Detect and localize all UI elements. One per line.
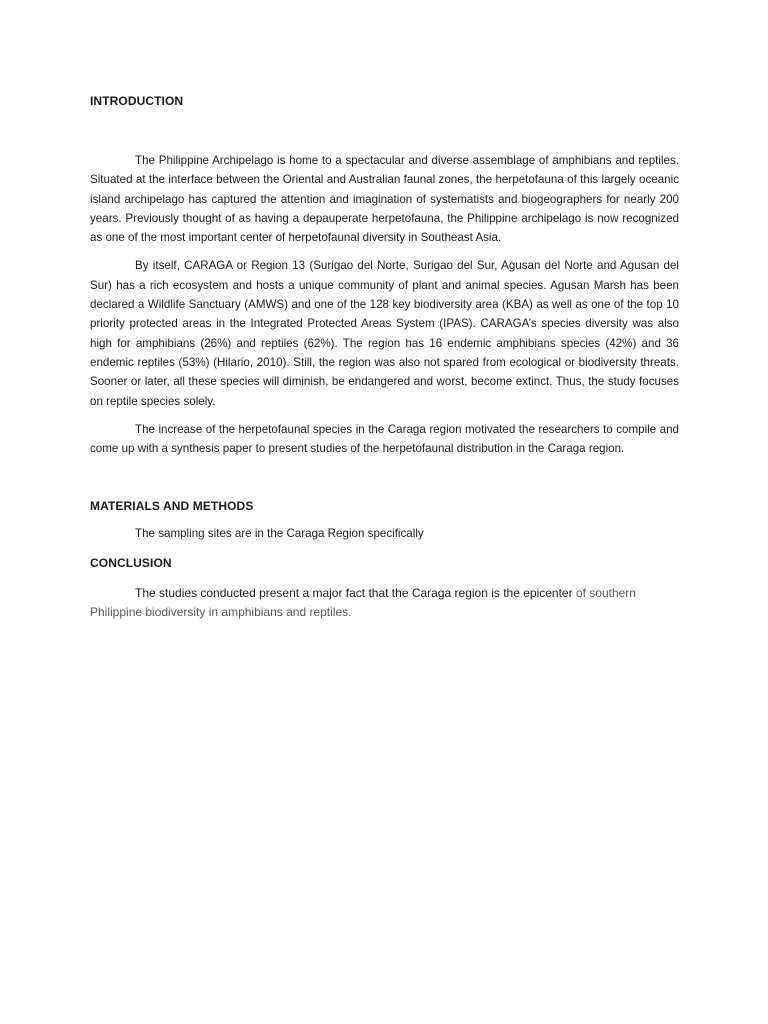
conclusion-text-main: The studies conducted present a major fact that the Caraga region is the epicenter xyxy=(135,586,576,601)
conclusion-text-tail: of southern Philippine biodiversity in amphibians and reptiles. xyxy=(90,586,636,619)
introduction-paragraph-1: The Philippine Archipelago is home to a spectacular and diverse assemblage of amphibians and reptiles. Situated at the interface between the Oriental and Australian faunal zones, the herpetofauna of this largely oceanic island archipelago has captured the attention and imagination of systematists and biogeographers for nearly 200 years. Previously thought of as having a depauperate herpetofauna, the Philippine archipelago is now recognized as one of the most important center of herpetofaunal diversity in Southeast Asia. xyxy=(90,154,679,245)
conclusion-paragraph xyxy=(90,584,679,621)
document-page xyxy=(90,93,679,621)
materials-methods-heading: MATERIALS AND METHODS xyxy=(90,499,254,514)
introduction-paragraph-3: The increase of the herpetofaunal species in the Caraga region motivated the researchers to compile and come up with a synthesis paper to present studies of the herpetofaunal distribution in the Caraga region. xyxy=(90,422,679,456)
conclusion-heading: CONCLUSION xyxy=(90,556,172,571)
introduction-heading: INTRODUCTION xyxy=(90,94,184,108)
introduction-paragraph-2: By itself, CARAGA or Region 13 (Surigao del Norte, Surigao del Sur, Agusan del Norte and Agusan del Sur) has a rich ecosystem and hosts a unique community of plant and animal species. Agusan Marsh has been declared a Wildlife Sanctuary (AMWS) and one of the 128 key biodiversity area (KBA) as well as one of the top 10 priority protected areas in the Integrated Protected Areas System (IPAS). CARAGA’s species diversity was also high for amphibians (26%) and reptiles (62%). The region has 16 endemic amphibians species (42%) and 36 endemic reptiles (53%) (Hilario, 2010). Still, the region was also not spared from ecological or biodiversity threats. Sooner or later, all these species will diminish, be endangered and worst, become extinct. Thus, the study focuses on reptile species solely. xyxy=(90,259,679,408)
materials-methods-text: The sampling sites are in the Caraga Region specifically xyxy=(135,527,424,541)
